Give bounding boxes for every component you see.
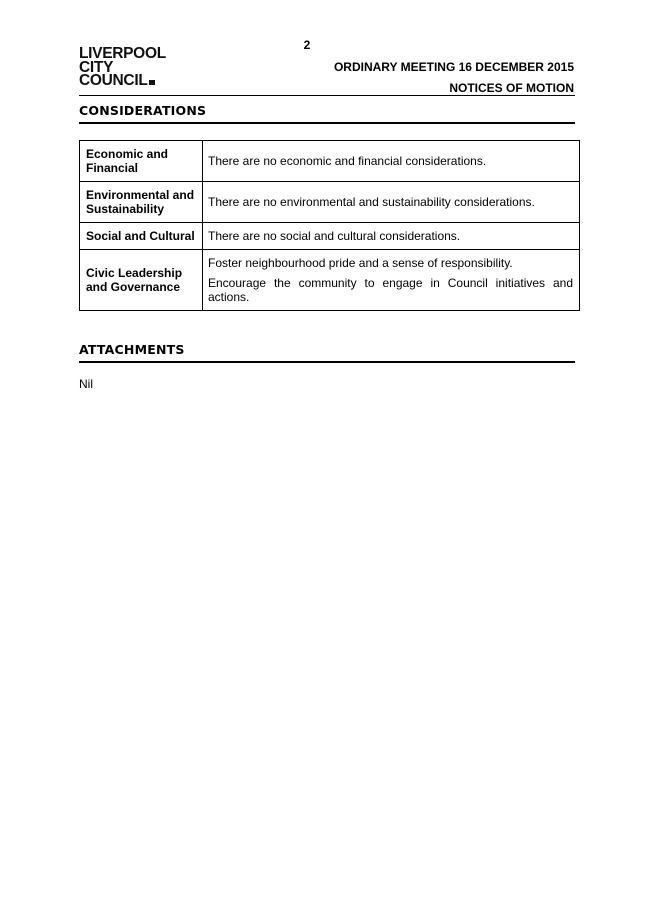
row-description: There are no environmental and sustainability considerations.	[203, 182, 580, 223]
considerations-heading: CONSIDERATIONS	[79, 103, 575, 124]
table-row	[80, 250, 580, 311]
attachments-content: Nil	[79, 377, 93, 391]
logo-mark-icon	[149, 80, 155, 85]
logo-line-2: CITY	[79, 58, 114, 76]
section-heading: NOTICES OF MOTION	[449, 81, 574, 95]
council-logo	[79, 47, 189, 88]
attachments-heading: ATTACHMENTS	[79, 342, 575, 363]
row-description: There are no economic and financial considerations.	[203, 141, 580, 182]
row-label: Economic and Financial	[80, 141, 203, 182]
row-description: Foster neighbourhood pride and a sense of responsibility. Encourage the community to engage in Council initiatives and actions.	[203, 250, 580, 311]
row-label: Environmental and Sustainability	[80, 182, 203, 223]
row-label: Social and Cultural	[80, 223, 203, 250]
header-divider	[79, 95, 575, 96]
considerations-table	[79, 140, 580, 311]
meeting-title: ORDINARY MEETING 16 DECEMBER 2015	[333, 60, 574, 74]
logo-line-1: LIVERPOOL	[79, 45, 166, 62]
row-label: Civic Leadership and Governance	[80, 250, 203, 311]
logo-line-3: COUNCIL	[79, 72, 148, 89]
table-row	[80, 141, 580, 182]
table-row	[80, 223, 580, 250]
page-number: 2	[303, 38, 311, 52]
row-description: There are no social and cultural considerations.	[203, 223, 580, 250]
table-row	[80, 182, 580, 223]
